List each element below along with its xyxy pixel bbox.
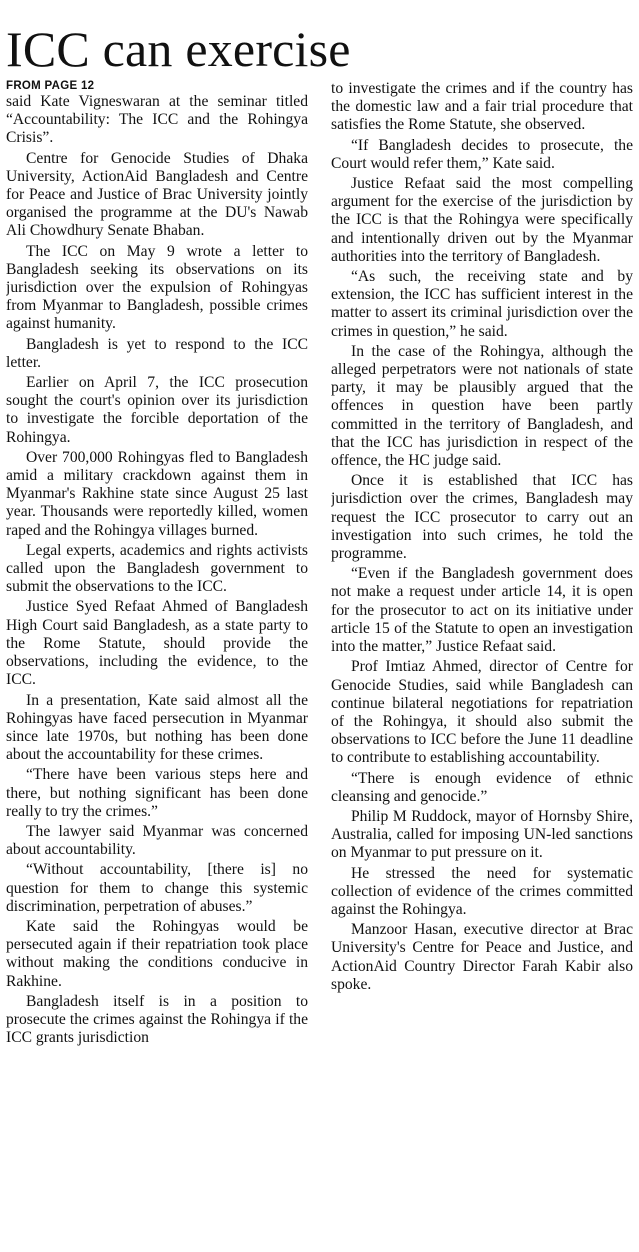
paragraph: “Even if the Bangladesh government does not make a request under article 14, it is open for the prosecutor to act on its initiative under article 15 of the Statute to open an investigation into the matter,” Justice Refaat said. <box>331 565 633 656</box>
paragraph: Philip M Ruddock, mayor of Hornsby Shire, Australia, called for imposing UN-led sanctions on Myanmar to put pressure on it. <box>331 807 633 862</box>
column-left <box>6 80 308 1049</box>
paragraph: Centre for Genocide Studies of Dhaka University, ActionAid Bangladesh and Centre for Peace and Justice of Brac University jointly organised the programme at the DU's Nawab Ali Chowdhury Senate Bhaban. <box>6 149 308 240</box>
paragraph: “There have been various steps here and there, but nothing significant has been done really to try the crimes.” <box>6 766 308 820</box>
paragraph: Once it is established that ICC has jurisdiction over the crimes, Bangladesh may request the ICC prosecutor to carry out an investigation into such crimes, he told the programme. <box>331 472 633 563</box>
paragraph: to investigate the crimes and if the country has the domestic law and a fair trial procedure that satisfies the Rome Statute, she observed. <box>331 80 633 134</box>
newspaper-clipping <box>0 22 639 1252</box>
column-right <box>331 80 633 1049</box>
paragraph: said Kate Vigneswaran at the seminar titled “Accountability: The ICC and the Rohingya Crisis”. <box>6 93 308 147</box>
paragraph: Bangladesh is yet to respond to the ICC letter. <box>6 335 308 371</box>
paragraph: The ICC on May 9 wrote a letter to Bangladesh seeking its observations on its jurisdiction over the expulsion of Rohingyas from Myanmar to Bangladesh, possible crimes against humanity. <box>6 242 308 333</box>
paragraph: The lawyer said Myanmar was concerned about accountability. <box>6 822 308 859</box>
paragraph: Legal experts, academics and rights activists called upon the Bangladesh government to submit the observations to the ICC. <box>6 541 308 596</box>
paragraph: Kate said the Rohingyas would be persecuted again if their repatriation took place without making the conditions conducive in Rakhine. <box>6 917 308 990</box>
paragraph: “As such, the receiving state and by extension, the ICC has sufficient interest in the matter to assert its criminal jurisdiction over the crimes in question,” he said. <box>331 268 633 340</box>
paragraph: “If Bangladesh decides to prosecute, the Court would refer them,” Kate said. <box>331 136 633 172</box>
paragraph: In the case of the Rohingya, although the alleged perpetrators were not nationals of state party, it may be plausibly argued that the offences in question have been partly committed in the territory of Bangladesh, and that the ICC has jurisdiction in respect of the offence, the HC judge said. <box>331 342 633 470</box>
paragraph: “Without accountability, [there is] no question for them to change this systemic discrimination, perpetration of abuses.” <box>6 861 308 915</box>
paragraph: “There is enough evidence of ethnic cleansing and genocide.” <box>331 769 633 805</box>
paragraph: In a presentation, Kate said almost all the Rohingyas have faced persecution in Myanmar since late 1970s, but nothing has been done about the accountability for these crimes. <box>6 691 308 764</box>
paragraph: Over 700,000 Rohingyas fled to Bangladesh amid a military crackdown against them in Myanmar's Rakhine state since August 25 last year. Thousands were reportedly killed, women raped and the Rohingya villages burned. <box>6 448 308 539</box>
article-body <box>6 80 633 1049</box>
paragraph: Justice Refaat said the most compelling argument for the exercise of the jurisdiction by the ICC is that the Rohingya were specifically and intentionally driven out by the Myanmar authorities into the territory of Bangladesh. <box>331 175 633 265</box>
paragraph: Justice Syed Refaat Ahmed of Bangladesh High Court said Bangladesh, as a state party to the Rome Statute, should provide the observations, including the evidence, to the ICC. <box>6 598 308 689</box>
paragraph: He stressed the need for systematic collection of evidence of the crimes committed against the Rohingya. <box>331 864 633 918</box>
paragraph: Manzoor Hasan, executive director at Brac University's Centre for Peace and Justice, and ActionAid Country Director Farah Kabir also spoke. <box>331 921 633 993</box>
paragraph: Prof Imtiaz Ahmed, director of Centre for Genocide Studies, said while Bangladesh can continue bilateral negotiations for repatriation of the Rohingya, it should also submit the observations to ICC before the June 11 deadline to contribute to establishing accountability. <box>331 658 633 767</box>
headline: ICC can exercise <box>6 21 351 77</box>
paragraph: Bangladesh itself is in a position to prosecute the crimes against the Rohingya if the ICC grants jurisdiction <box>6 992 308 1047</box>
continuation-label: FROM PAGE 12 <box>6 80 95 92</box>
paragraph: Earlier on April 7, the ICC prosecution sought the court's opinion over its jurisdiction to investigate the forcible deportation of the Rohingya. <box>6 374 308 446</box>
